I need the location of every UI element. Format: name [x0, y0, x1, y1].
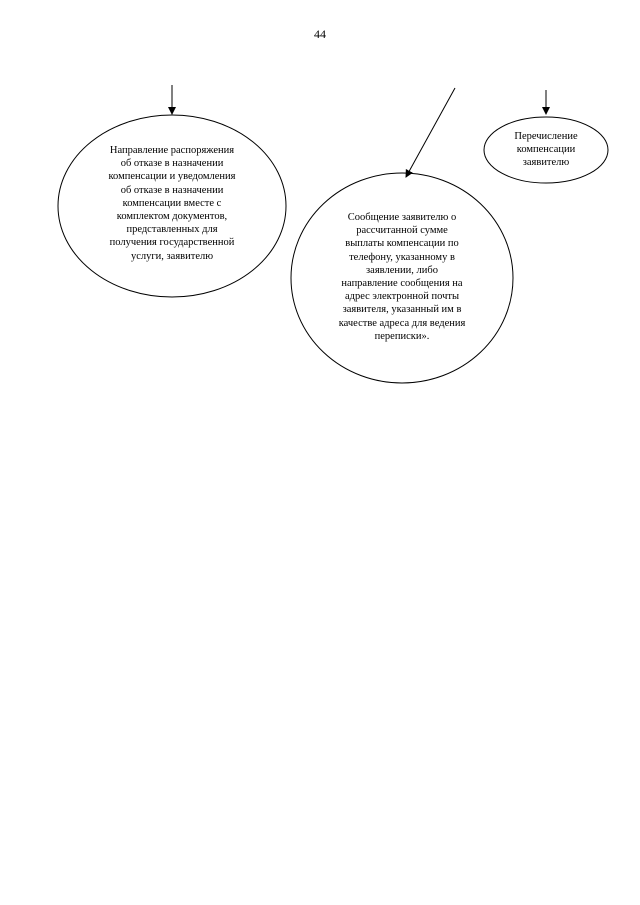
notification-node-line: заявлении, либо	[366, 264, 438, 276]
arrow-to-notification-node	[406, 88, 455, 177]
transfer-node-line: Перечисление	[514, 131, 578, 142]
refusal-node-line: комплектом документов,	[116, 211, 228, 223]
refusal-node-line: представленных для	[126, 224, 218, 236]
notification-node-line: рассчитанной сумме	[356, 225, 448, 237]
notification-node-text	[312, 211, 492, 343]
notification-node-line: переписки».	[374, 330, 430, 342]
notification-node-line: качестве адреса для ведения	[338, 317, 466, 329]
notification-node-line: адрес электронной почты	[344, 291, 460, 303]
refusal-node-line: об отказе в назначении	[120, 158, 224, 170]
notification-node-line: Сообщение заявителю о	[347, 212, 457, 223]
refusal-node-text	[82, 144, 262, 263]
refusal-node-line: Направление распоряжения	[109, 145, 235, 156]
page-number: 44	[314, 27, 326, 41]
notification-node-line: заявителя, указанный им в	[342, 304, 462, 316]
notification-node-line: выплаты компенсации по	[345, 238, 459, 250]
refusal-node-line: услуги, заявителю	[130, 250, 214, 262]
transfer-node-line: заявителю	[522, 157, 570, 169]
refusal-node-line: получения государственной	[109, 237, 235, 249]
transfer-node-text	[496, 130, 596, 170]
refusal-node-line: компенсации вместе с	[122, 197, 222, 209]
notification-node-line: направление сообщения на	[341, 278, 463, 290]
refusal-node-line: об отказе в назначении	[120, 184, 224, 196]
transfer-node-line: компенсации	[516, 144, 576, 156]
notification-node-line: телефону, указанному в	[349, 251, 455, 263]
refusal-node-line: компенсации и уведомления	[108, 171, 236, 183]
